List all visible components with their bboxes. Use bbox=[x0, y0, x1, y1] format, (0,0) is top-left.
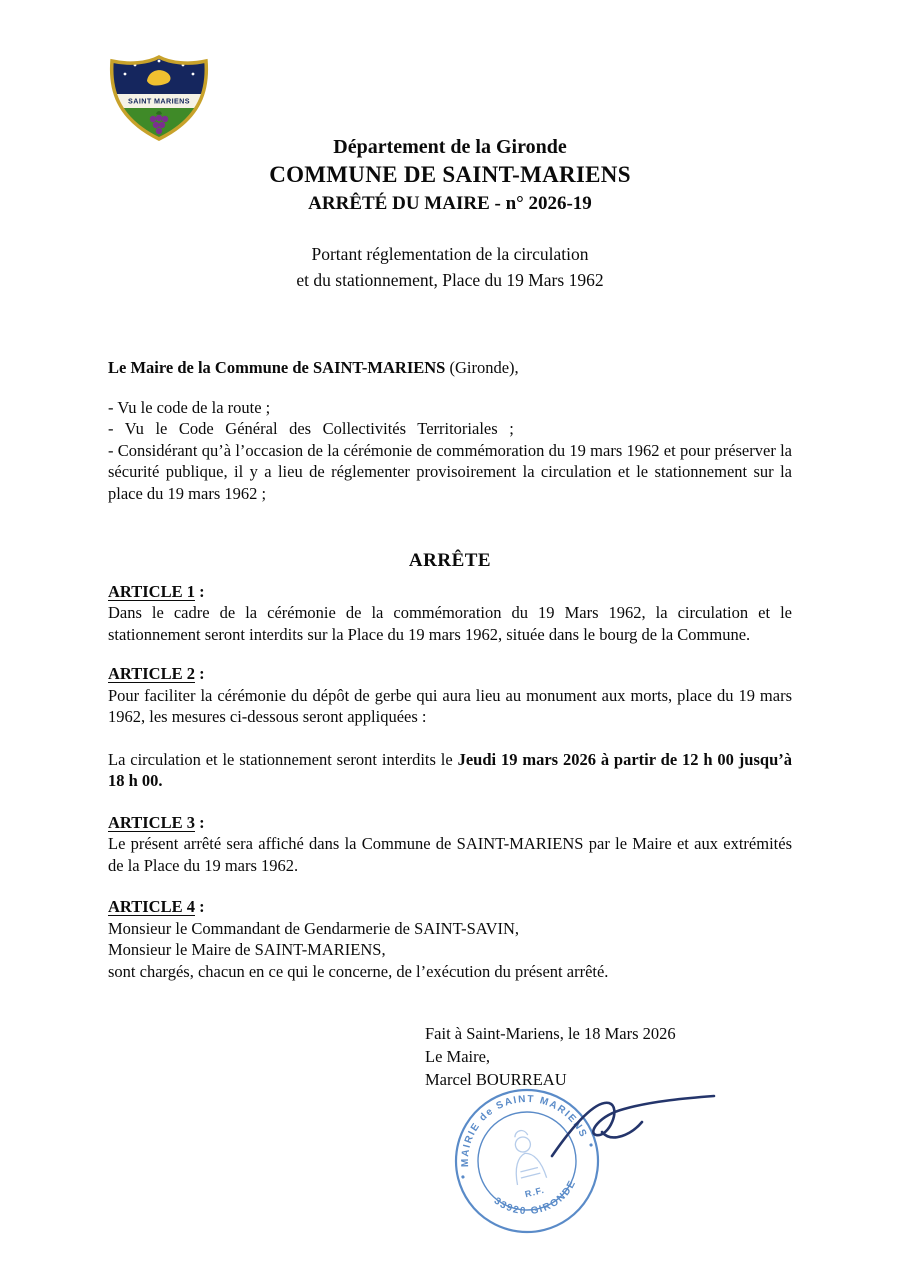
stamp-arc-top-text: MAIRIE de SAINT MARIENS bbox=[459, 1093, 589, 1168]
document-body bbox=[0, 357, 900, 1091]
stamp-rf-text: R.F. bbox=[523, 1184, 546, 1200]
preamble-intro-bold: Le Maire de la Commune de SAINT-MARIENS bbox=[108, 358, 446, 377]
article-2-colon: : bbox=[194, 664, 205, 683]
subject-line-1: Portant réglementation de la circulation bbox=[311, 244, 589, 264]
preamble-intro bbox=[108, 357, 792, 379]
article-4-title: ARTICLE 4 bbox=[108, 897, 195, 916]
preamble-item-considerant: - Considérant qu’à l’occasion de la cérémonie de commémoration du 19 mars 1962 et pour préserver la sécurité publique, il y a lieu de réglementer provisoirement la circulation et le stationnement sur la place du 19 mars 1962 ; bbox=[108, 440, 792, 503]
preamble-intro-rest: (Gironde), bbox=[445, 358, 519, 377]
article-4-colon: : bbox=[194, 897, 205, 916]
signature-place-date: Fait à Saint-Mariens, le 18 Mars 2026 bbox=[425, 1024, 676, 1043]
preamble-item-vu-cgct: - Vu le Code Général des Collectivités Territoriales ; bbox=[108, 419, 514, 438]
crest-svg bbox=[106, 54, 212, 142]
signature-name: Marcel BOURREAU bbox=[425, 1070, 567, 1089]
article-4-line-3: sont chargés, chacun en ce qui le concerne, de l’exécution du présent arrêté. bbox=[108, 961, 609, 981]
signature-svg bbox=[546, 1090, 721, 1168]
article-2-p2-bold: Jeudi 19 mars 2026 à partir de 12 h 00 jusqu’à 18 h 00. bbox=[108, 749, 792, 790]
article-3 bbox=[108, 812, 792, 877]
article-2-title: ARTICLE 2 bbox=[108, 664, 195, 683]
signature-role: Le Maire, bbox=[425, 1047, 491, 1066]
article-3-colon: : bbox=[194, 812, 205, 832]
article-2-paragraph-1: Pour faciliter la cérémonie du dépôt de gerbe qui aura lieu au monument aux morts, place du 19 mars 1962, les mesures ci-dessous seront appliquées : bbox=[108, 685, 792, 726]
signature-block bbox=[425, 1022, 792, 1091]
article-3-title: ARTICLE 3 bbox=[108, 812, 195, 832]
article-1-heading bbox=[108, 581, 792, 603]
stamp-dot-left bbox=[461, 1175, 465, 1179]
article-1-title: ARTICLE 1 bbox=[108, 581, 195, 601]
stamp-arc-bottom-text: 33920 GIRONDE bbox=[491, 1177, 579, 1218]
subject-line-2: et du stationnement, Place du 19 Mars 1962 bbox=[296, 270, 604, 290]
decree-number: ARRÊTÉ DU MAIRE - n° 2026-19 bbox=[308, 193, 592, 214]
article-4 bbox=[108, 896, 792, 982]
article-2 bbox=[108, 663, 792, 792]
mayor-signature-ink bbox=[546, 1090, 721, 1168]
article-1-body: Dans le cadre de la cérémonie de la commémoration du 19 Mars 1962, la circulation et le stationnement seront interdits sur la Place du 19 mars 1962, située dans le bourg de la Commune. bbox=[108, 603, 792, 644]
article-3-body: Le présent arrêté sera affiché dans la Commune de SAINT-MARIENS par le Maire et aux extrémités de la Place du 19 mars 1962. bbox=[108, 834, 792, 875]
article-4-line-1: Monsieur le Commandant de Gendarmerie de SAINT-SAVIN, bbox=[108, 918, 520, 938]
article-1-colon: : bbox=[194, 581, 205, 601]
department-title: Département de la Gironde bbox=[333, 136, 567, 158]
commune-title: COMMUNE DE SAINT-MARIENS bbox=[269, 162, 631, 187]
stamp-emblem-figure bbox=[505, 1127, 547, 1185]
preamble-item-vu-code-route: - Vu le code de la route ; bbox=[108, 397, 271, 417]
article-4-line-2: Monsieur le Maire de SAINT-MARIENS, bbox=[108, 940, 386, 959]
article-2-p2-normal: La circulation et le stationnement seront interdits le bbox=[108, 749, 458, 769]
article-1 bbox=[108, 581, 792, 646]
article-2-heading bbox=[108, 663, 792, 685]
article-3-heading bbox=[108, 812, 792, 834]
article-2-paragraph-2 bbox=[108, 749, 792, 792]
commune-crest-logo bbox=[106, 54, 212, 142]
crest-label: SAINT MARIENS bbox=[128, 96, 190, 106]
decree-subject bbox=[0, 241, 900, 293]
article-4-heading bbox=[108, 896, 792, 918]
decree-heading: ARRÊTE bbox=[408, 550, 492, 571]
